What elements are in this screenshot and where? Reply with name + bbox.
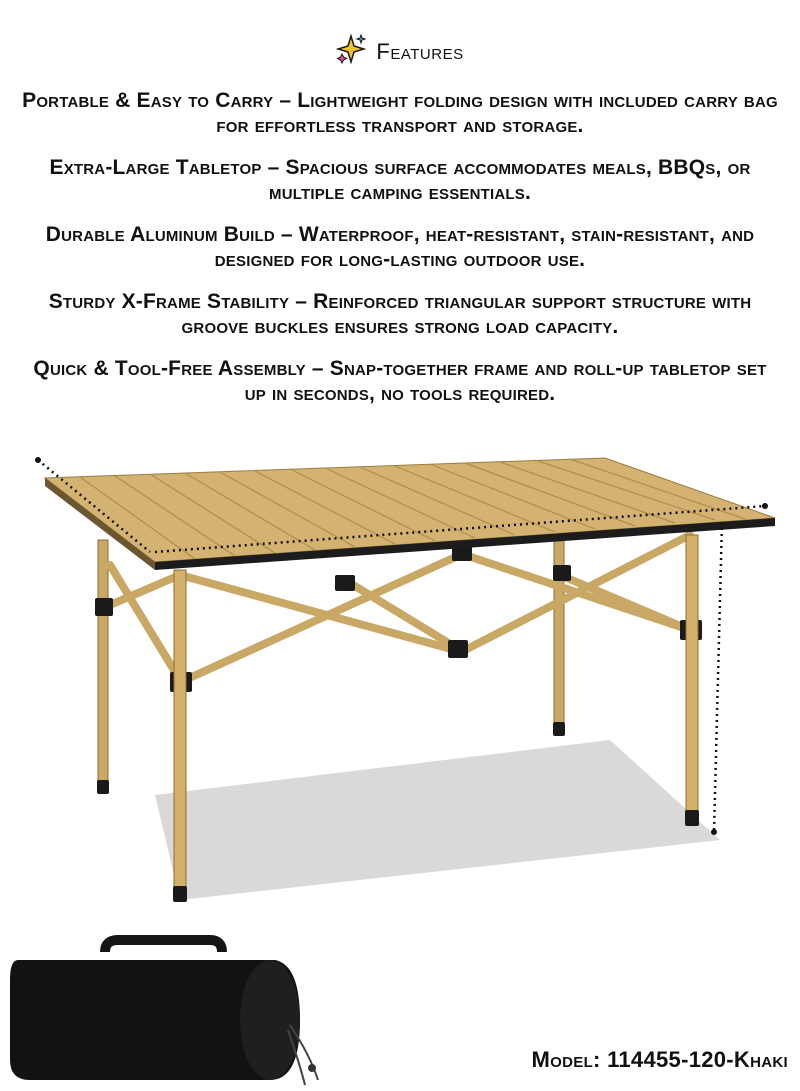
feature-title: Quick & Tool-Free Assembly [33, 357, 306, 380]
feature-list [20, 88, 780, 423]
feature-item: Sturdy X-Frame Stability – Reinforced triangular support structure with groove buckles ensures strong load capacity. [48, 290, 752, 338]
model-label: Model: 114455-120-Khaki [531, 1047, 788, 1072]
features-title: Features [376, 38, 464, 64]
feature-text: Waterproof, heat-resistant, stain-resistant, and designed for long-lasting outdoor use. [214, 223, 755, 271]
feature-text: Reinforced triangular support structure with groove buckles ensures strong load capacity. [181, 290, 752, 338]
carry-bag [10, 940, 318, 1085]
feature-title: Portable & Easy to Carry [22, 89, 274, 112]
feature-text: Lightweight folding design with included carry bag for effortless transport and storage. [216, 89, 778, 137]
floor-shadow [155, 740, 720, 900]
sparkle-icon [336, 34, 366, 69]
feature-item: Quick & Tool-Free Assembly – Snap-together frame and roll-up tabletop set up in seconds, no tools required. [33, 357, 767, 405]
feature-text: Spacious surface accommodates meals, BBQs, or multiple camping essentials. [269, 156, 751, 204]
feature-item: Durable Aluminum Build – Waterproof, heat-resistant, stain-resistant, and designed for long-lasting outdoor use. [45, 223, 755, 271]
features-header [0, 34, 800, 69]
feature-item: Extra-Large Tabletop – Spacious surface accommodates meals, BBQs, or multiple camping essentials. [49, 156, 751, 204]
feature-text: Snap-together frame and roll-up tabletop set up in seconds, no tools required. [244, 357, 767, 405]
feature-title: Sturdy X-Frame Stability [48, 290, 290, 313]
feature-item: Portable & Easy to Carry – Lightweight folding design with included carry bag for effortless transport and storage. [22, 89, 778, 137]
feature-title: Extra-Large Tabletop [49, 156, 262, 179]
feature-title: Durable Aluminum Build [45, 223, 275, 246]
product-illustration [0, 440, 800, 1091]
